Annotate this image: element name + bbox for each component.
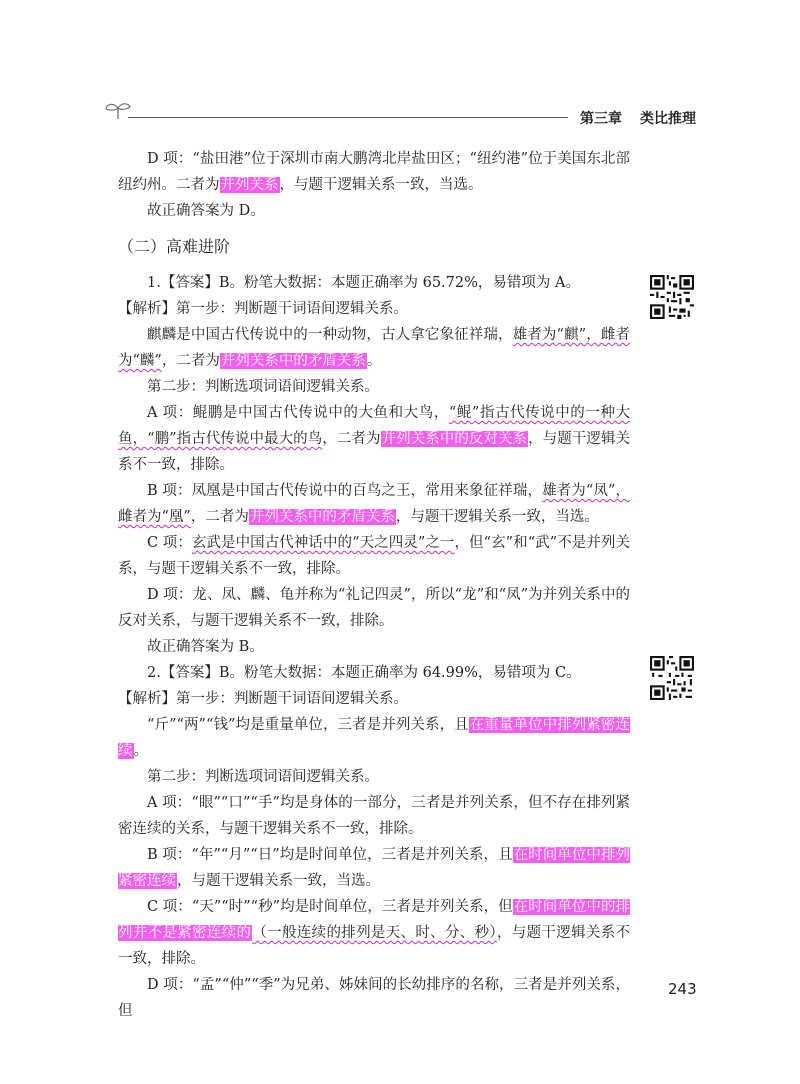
text: 第一步：判断题干词语间逻辑关系。 xyxy=(176,691,408,707)
q1-stem xyxy=(118,322,630,374)
text: ，与题干逻辑关系一致，当选。 xyxy=(279,177,483,193)
page-number: 243 xyxy=(668,980,697,998)
text: ，但“玄”和“武”不是并列关系，与题干逻辑关系不一致，排除。 xyxy=(118,535,630,577)
highlight: 并列关系中的矛盾关系 xyxy=(220,353,366,369)
analysis-tag: 【解析】 xyxy=(118,301,176,317)
text: 麒麟是中国古代传说中的一种动物，古人拿它象征祥瑞， xyxy=(147,327,513,343)
answer-tag: 2.【答案】 xyxy=(147,665,219,681)
q2-step2: 第二步：判断选项词语间逻辑关系。 xyxy=(147,769,379,785)
text: ，二者为 xyxy=(190,509,249,525)
text: B 项：“年”“月”“日”均是时间单位，三者是并列关系，且 xyxy=(147,847,513,863)
q2-option-a: A 项：“眼”“口”“手”均是身体的一部分，三者是并列关系，但不存在排列紧密连续的关系，与题干逻辑关系不一致，排除。 xyxy=(118,795,630,837)
text: D 项：“盐田港”位于深圳市南大鹏湾北岸盐田区；“纽约港”位于美国东北部纽约州。二者为 xyxy=(118,151,630,193)
page-content xyxy=(118,146,630,1024)
text: B。粉笔大数据：本题正确率为 65.72%，易错项为 A。 xyxy=(218,275,580,291)
text: C 项： xyxy=(147,535,192,551)
text: B。粉笔大数据：本题正确率为 64.99%，易错项为 C。 xyxy=(218,665,581,681)
q1-option-b xyxy=(118,478,630,530)
text: 。 xyxy=(366,353,382,369)
text: ，二者为 xyxy=(322,431,381,447)
q2-answer xyxy=(118,660,630,686)
wavy-text: 雄者为“凤”，雌者为“凰” xyxy=(118,483,631,525)
qr-code-icon xyxy=(650,656,694,700)
q1-option-a xyxy=(118,400,630,478)
q2-option-c xyxy=(118,894,630,972)
text: ，与题干逻辑关系一致，当选。 xyxy=(395,509,599,525)
chapter-title: 类比推理 xyxy=(640,111,696,127)
wavy-text: “鲲”指古代传说中的一种大鱼，“鹏”指古代传说中最大的鸟 xyxy=(118,405,630,447)
wavy-text: （一般连续的排列是天、时、分、秒） xyxy=(252,925,497,941)
q2-option-b xyxy=(118,842,630,894)
q1-option-c xyxy=(118,530,630,582)
text: 。 xyxy=(133,743,148,759)
q1-analysis xyxy=(118,296,630,322)
conclusion: 故正确答案为 D。 xyxy=(147,203,265,219)
header-rule xyxy=(128,117,568,118)
text: ，二者为 xyxy=(161,353,220,369)
chapter-label: 第三章 xyxy=(580,111,622,127)
text: ，与题干逻辑关系不一致，排除。 xyxy=(118,431,631,473)
q1-option-d: D 项：龙、凤、麟、龟并称为“礼记四灵”，所以“龙”和“凤”为并列关系中的反对关系，与题干逻辑关系不一致，排除。 xyxy=(118,587,630,629)
wavy-text: 雄者为“麒”，雌者为“麟” xyxy=(118,327,631,369)
q1-conclusion: 故正确答案为 B。 xyxy=(147,639,264,655)
highlight: 并列关系中的矛盾关系 xyxy=(249,509,395,525)
highlight: 并列关系中的反对关系 xyxy=(381,431,528,447)
q2-option-d: D 项：“孟”“仲”“季”为兄弟、姊妹间的长幼排序的名称，三者是并列关系，但 xyxy=(118,977,630,1019)
q1-step2: 第二步：判断选项词语间逻辑关系。 xyxy=(147,379,379,395)
wavy-text: 玄武是中国古代神话中的“天之四灵”之一 xyxy=(191,535,455,551)
text: “斤”“两”“钱”均是重量单位，三者是并列关系，且 xyxy=(147,717,469,733)
highlight: 在重量单位中排列紧密连续 xyxy=(118,717,630,759)
text: A 项：鲲鹏是中国古代传说中的大鱼和大鸟， xyxy=(147,405,449,421)
highlight: 并列关系 xyxy=(220,177,279,193)
answer-tag: 1.【答案】 xyxy=(147,275,219,291)
text: B 项：凤凰是中国古代传说中的百鸟之王，常用来象征祥瑞， xyxy=(147,483,543,499)
text: ，与题干逻辑关系不一致，排除。 xyxy=(118,925,631,967)
option-d-paragraph xyxy=(118,146,630,198)
analysis-tag: 【解析】 xyxy=(118,691,176,707)
text: 第一步：判断题干词语间逻辑关系。 xyxy=(176,301,408,317)
q2-stem xyxy=(118,712,630,764)
text: ，与题干逻辑关系一致，当选。 xyxy=(177,873,380,889)
qr-code-icon xyxy=(650,275,694,319)
highlight: 在时间单位中排列紧密连续 xyxy=(118,847,630,889)
text: C 项：“天”“时”“秒”均是时间单位，三者是并列关系，但 xyxy=(147,899,513,915)
running-header xyxy=(580,108,696,128)
highlight: 在时间单位中的排列并不是紧密连续的 xyxy=(118,899,630,941)
q2-analysis xyxy=(118,686,630,712)
q1-answer xyxy=(118,270,630,296)
section-title: （二）高难进阶 xyxy=(118,237,231,256)
